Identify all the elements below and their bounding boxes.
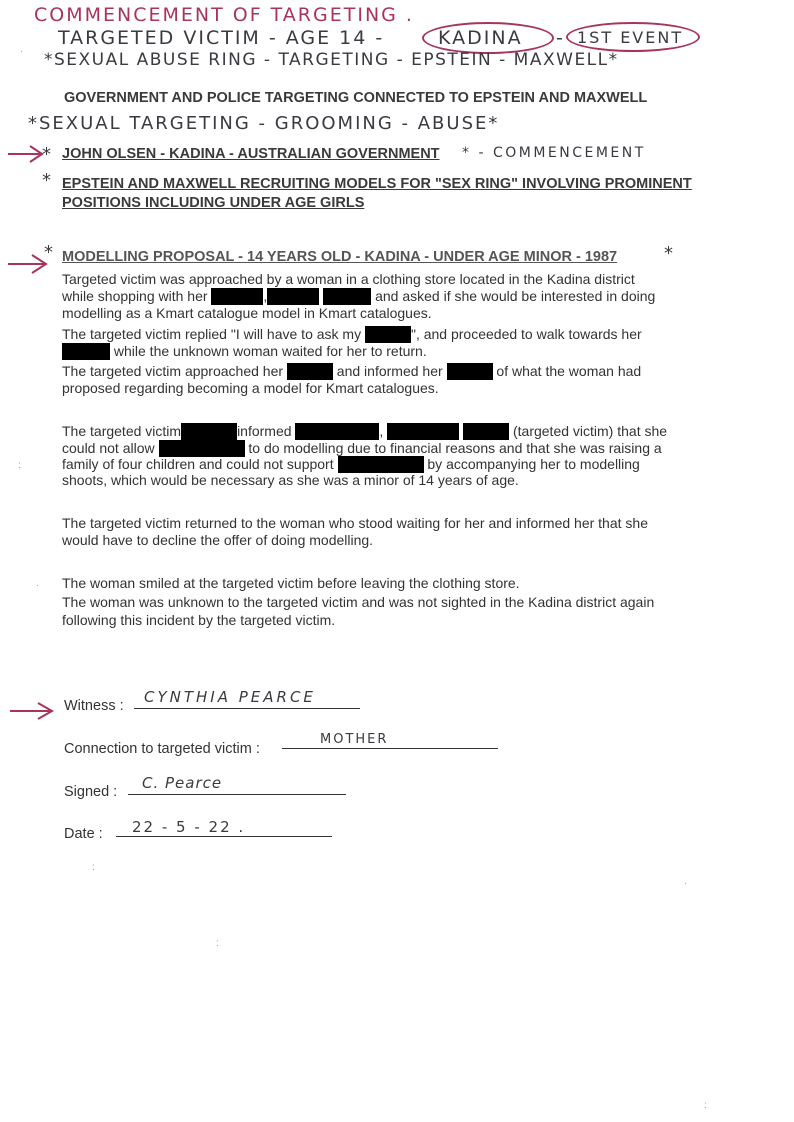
paragraph-text: The targeted victim returned to the woman who stood waiting for her and informed her that she	[62, 515, 648, 531]
connection-value: MOTHER	[320, 732, 389, 747]
paragraph-text: would have to decline the offer of doing modelling.	[62, 532, 374, 548]
paragraph-text: while the unknown woman waited for her to return.	[62, 343, 427, 360]
signed-underline	[128, 794, 346, 795]
handwritten-dash: -	[556, 27, 565, 49]
scan-speck: :	[18, 460, 21, 471]
witness-label: Witness :	[64, 698, 124, 714]
star-icon: *	[44, 242, 55, 263]
star-icon: *	[42, 144, 53, 165]
heading-epstein-line1: EPSTEIN AND MAXWELL RECRUITING MODELS FOR "SEX RING" INVOLVING PROMINENT	[62, 176, 692, 192]
scan-speck: :	[704, 1100, 707, 1111]
handwritten-first-event: 1ST EVENT	[577, 28, 684, 47]
redaction-block	[211, 288, 263, 305]
scan-speck: ·	[36, 580, 40, 591]
redaction-block	[159, 440, 245, 457]
handwritten-kadina: KADINA	[438, 27, 523, 49]
paragraph-text: family of four children and could not support by accompanying her to modelling	[62, 456, 640, 472]
handwritten-abuse-ring-line: *SEXUAL ABUSE RING - TARGETING - EPSTEIN - MAXWELL*	[44, 50, 619, 70]
witness-underline	[134, 708, 360, 709]
redaction-block	[365, 326, 411, 343]
paragraph-text: while shopping with her , and asked if she would be interested in doing	[62, 288, 656, 304]
date-label: Date :	[64, 826, 103, 842]
first-event-circle	[566, 22, 700, 52]
redaction-block	[267, 288, 319, 305]
connection-label: Connection to targeted victim :	[64, 741, 260, 757]
heading-government-police: GOVERNMENT AND POLICE TARGETING CONNECTED TO EPSTEIN AND MAXWELL	[64, 90, 648, 106]
heading-epstein-line2: POSITIONS INCLUDING UNDER AGE GIRLS	[62, 195, 365, 211]
paragraph-text: The woman smiled at the targeted victim before leaving the clothing store.	[62, 575, 520, 591]
star-icon: *	[664, 243, 675, 264]
redaction-block	[447, 363, 493, 380]
handwritten-title: COMMENCEMENT OF TARGETING .	[34, 4, 414, 26]
star-icon: *	[42, 170, 53, 191]
heading-john-olsen: JOHN OLSEN - KADINA - AUSTRALIAN GOVERNMENT	[62, 146, 440, 162]
redaction-block	[338, 456, 424, 473]
date-underline	[116, 836, 332, 837]
paragraph-text: proposed regarding becoming a model for Kmart catalogues.	[62, 380, 439, 396]
connection-underline	[282, 748, 498, 749]
scan-speck: ·	[684, 878, 688, 889]
paragraph-text: modelling as a Kmart catalogue model in Kmart catalogues.	[62, 305, 432, 321]
scan-speck: ·	[20, 46, 24, 57]
witness-value: CYNTHIA PEARCE	[144, 688, 316, 706]
redaction-block	[463, 423, 509, 440]
arrow-icon	[6, 144, 46, 166]
handwritten-sexual-targeting: *SEXUAL TARGETING - GROOMING - ABUSE*	[28, 113, 500, 134]
date-value: 22 - 5 - 22 .	[132, 818, 246, 836]
paragraph-text: The targeted victim informed , (targeted victim) that she	[62, 423, 668, 439]
paragraph-text: Targeted victim was approached by a woman in a clothing store located in the Kadina district	[62, 271, 635, 287]
redaction-block	[287, 363, 333, 380]
handwritten-commencement: * - COMMENCEMENT	[462, 145, 646, 161]
handwritten-victim-line: TARGETED VICTIM - AGE 14 -	[58, 27, 385, 49]
paragraph-text: shoots, which would be necessary as she was a minor of 14 years of age.	[62, 472, 519, 488]
paragraph-text: The woman was unknown to the targeted victim and was not sighted in the Kadina district again	[62, 594, 655, 610]
scan-speck: :	[92, 862, 95, 873]
signature-value: C. Pearce	[142, 774, 223, 792]
redaction-block	[387, 423, 459, 440]
arrow-icon	[8, 700, 56, 722]
redaction-block	[295, 423, 379, 440]
redaction-block	[181, 423, 237, 440]
scan-speck: :	[216, 938, 219, 949]
paragraph-text: could not allow to do modelling due to financial reasons and that she was raising a	[62, 440, 662, 456]
paragraph-text: The targeted victim replied "I will have to ask my ", and proceeded to walk towards her	[62, 326, 642, 342]
redaction-block	[323, 288, 371, 305]
paragraph-text: following this incident by the targeted victim.	[62, 612, 336, 628]
paragraph-text: The targeted victim approached her and informed her of what the woman had	[62, 363, 642, 379]
heading-modelling-proposal: MODELLING PROPOSAL - 14 YEARS OLD - KADINA - UNDER AGE MINOR - 1987	[62, 249, 618, 265]
signed-label: Signed :	[64, 784, 118, 800]
redaction-block	[62, 343, 110, 360]
